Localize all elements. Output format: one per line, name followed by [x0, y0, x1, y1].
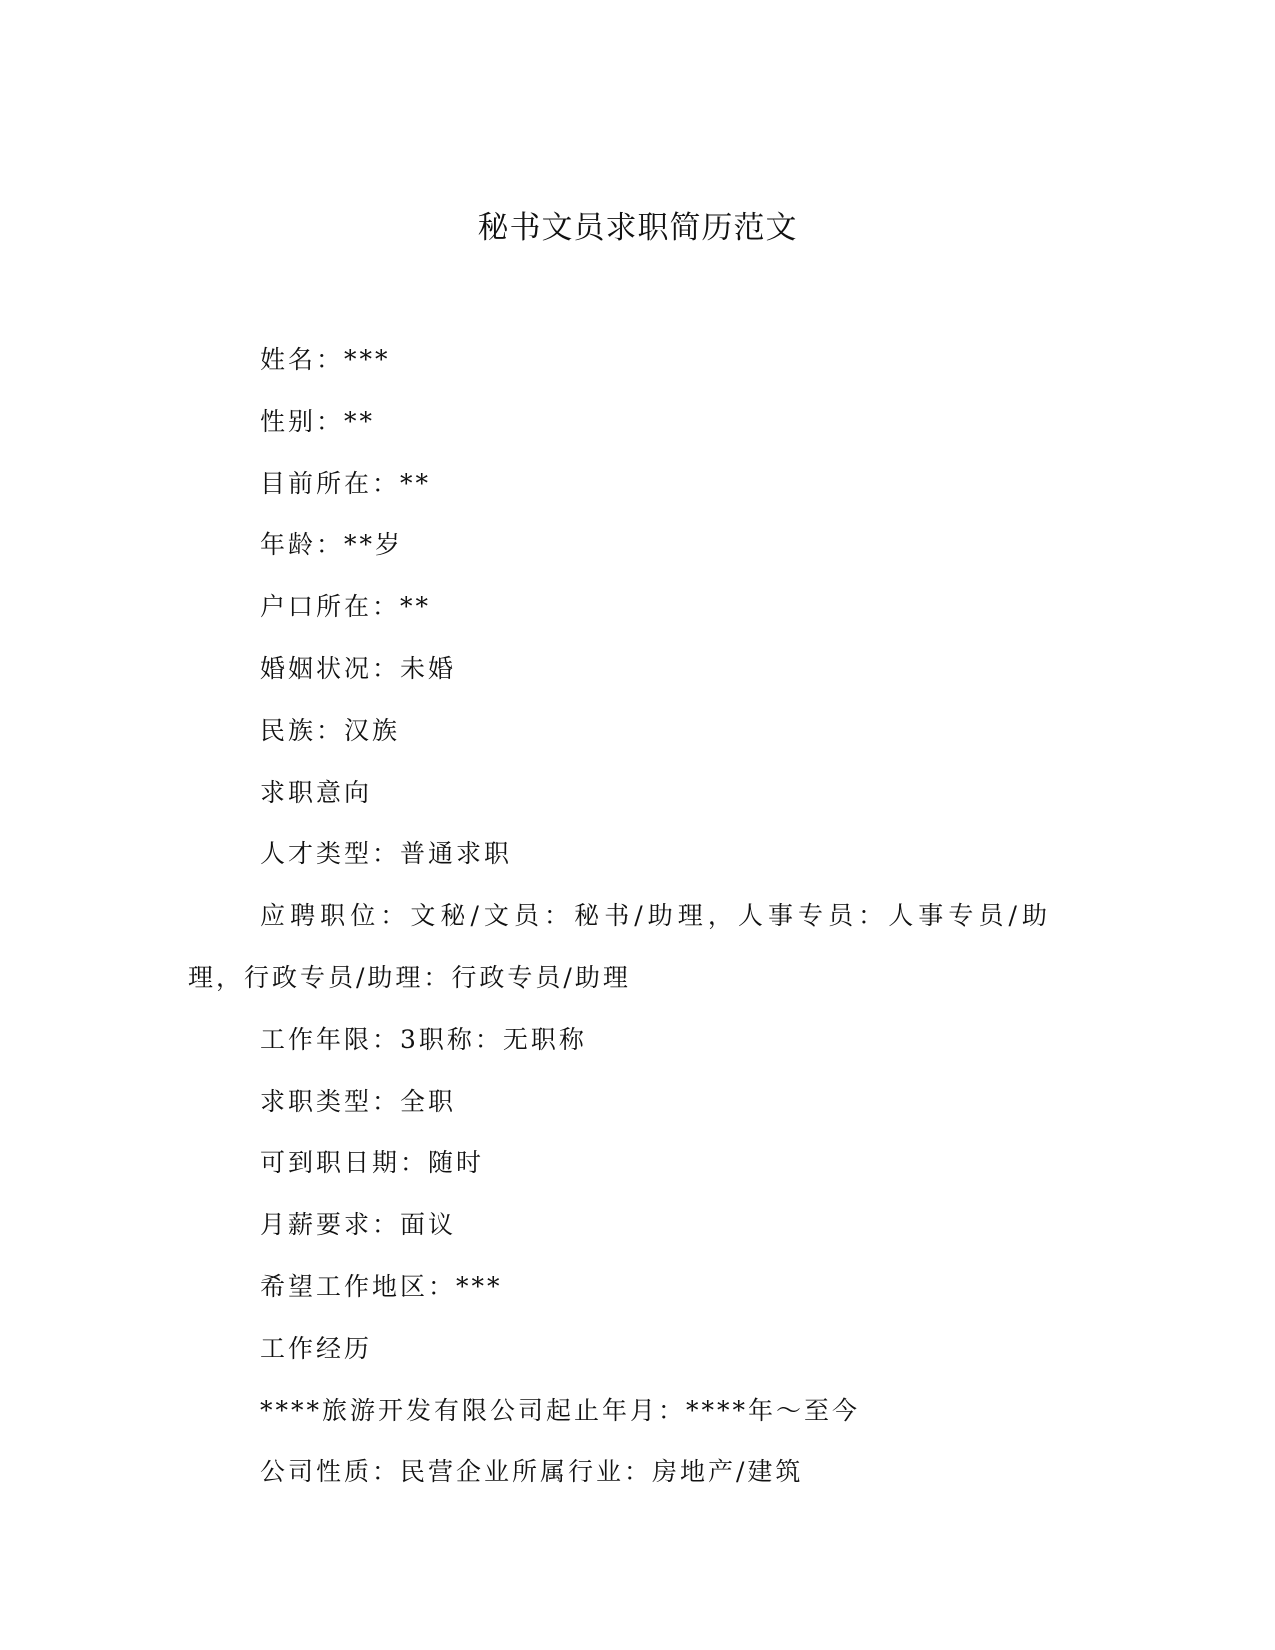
field-household-registration: 户口所在：**	[260, 592, 432, 622]
field-years-and-title: 工作年限：3职称：无职称	[260, 1024, 587, 1054]
page-title: 秘书文员求职简历范文	[477, 210, 798, 246]
field-available-date: 可到职日期：随时	[260, 1148, 485, 1178]
field-age: 年龄：**岁	[260, 530, 404, 560]
field-current-location: 目前所在：**	[260, 468, 432, 498]
document-body	[188, 329, 1088, 1503]
experience-company-nature: 公司性质：民营企业所属行业：房地产/建筑	[260, 1457, 804, 1487]
section-heading-work-experience: 工作经历	[260, 1333, 373, 1363]
section-heading-job-intention: 求职意向	[260, 777, 373, 807]
field-talent-type: 人才类型：普通求职	[260, 839, 513, 869]
field-gender: 性别：**	[260, 406, 376, 436]
field-salary-expectation: 月薪要求：面议	[260, 1210, 457, 1240]
field-ethnicity: 民族：汉族	[260, 715, 401, 745]
field-preferred-region: 希望工作地区：***	[260, 1271, 503, 1301]
field-job-type: 求职类型：全职	[260, 1086, 457, 1116]
field-name: 姓名：***	[260, 345, 391, 374]
experience-company-period: ****旅游开发有限公司起止年月：****年～至今	[260, 1395, 861, 1425]
field-marital-status: 婚姻状况：未婚	[260, 653, 457, 683]
field-applied-positions: 应聘职位：文秘/文员：秘书/助理，人事专员：人事专员/助理，行政专员/助理：行政专员/助理	[188, 901, 1050, 992]
